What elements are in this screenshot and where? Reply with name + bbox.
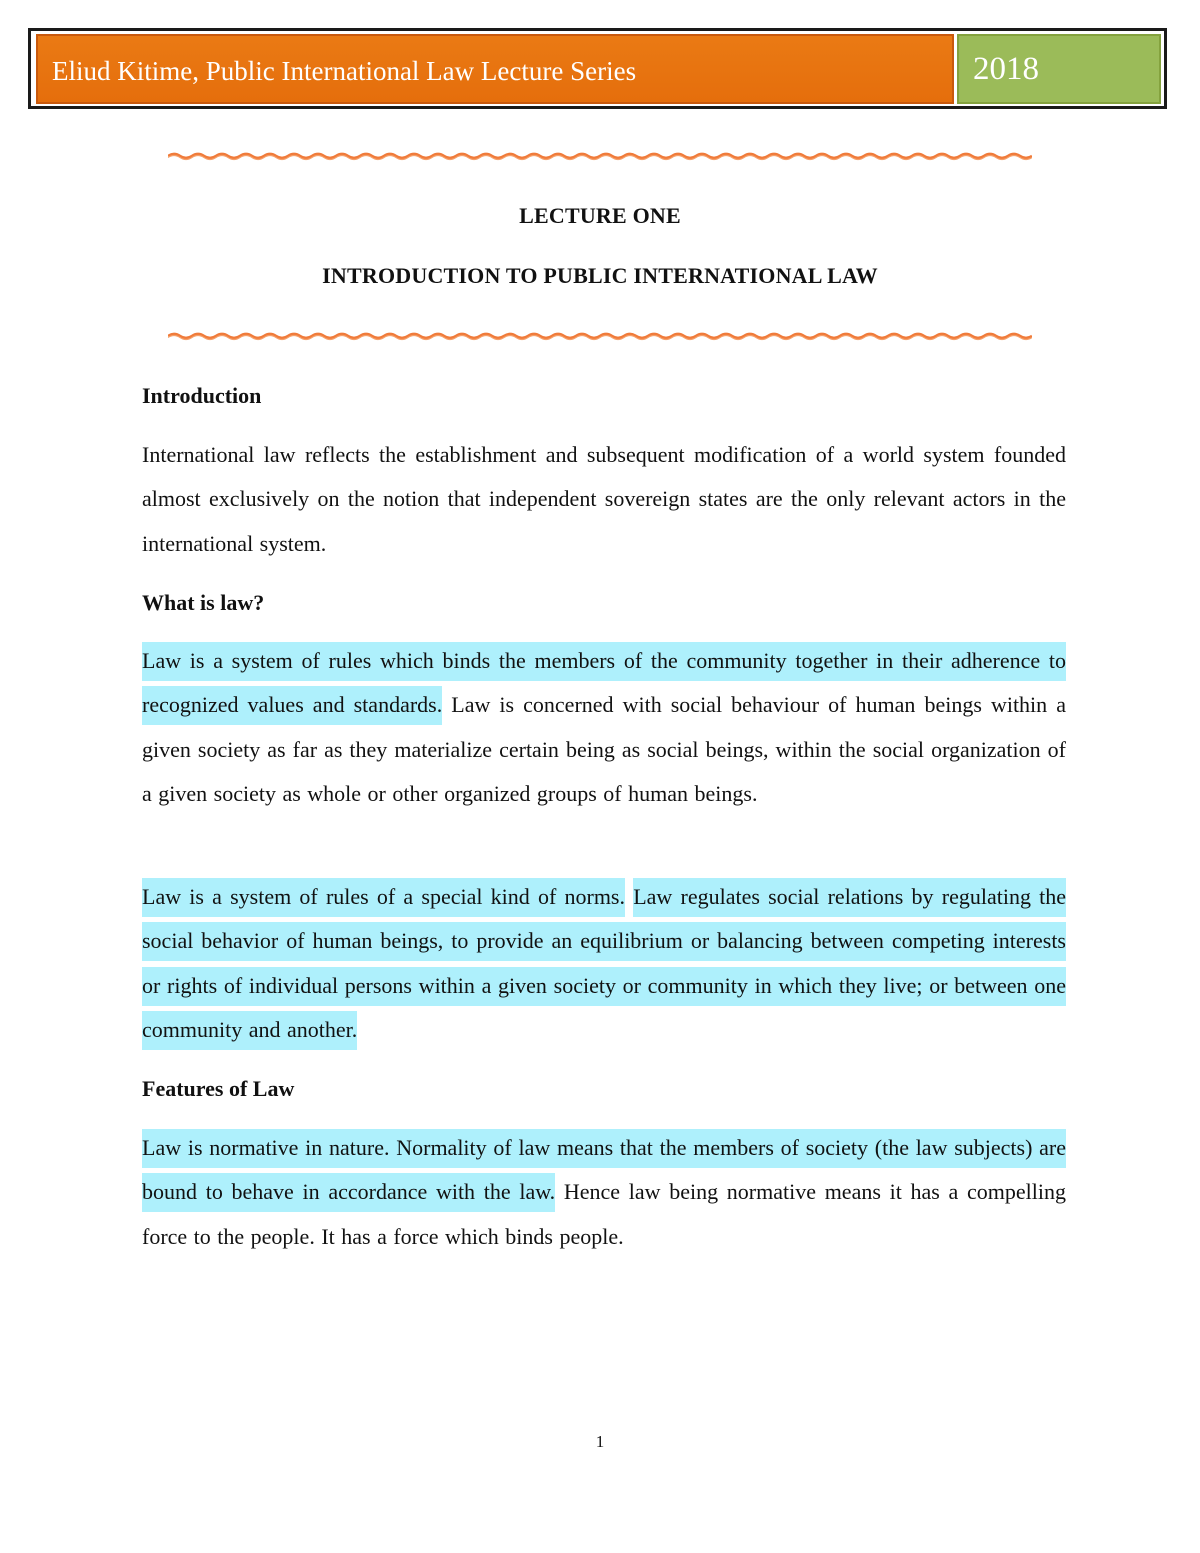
what-is-law-paragraph-1 — [142, 639, 1066, 816]
what-is-law-paragraph-2 — [142, 875, 1066, 1052]
highlighted-definition: Law regulates social relations by regulating the social behavior of human beings, to provide an equilibrium or balancing between competing interests or rights of individual persons within a given society or community in which they live; or between one community and another. — [142, 878, 1066, 1050]
highlighted-definition: Law is a system of rules of a special kind of norms. — [142, 878, 625, 917]
header-year: 2018 — [973, 51, 1039, 87]
header-title-box — [36, 34, 954, 104]
paragraph-text: Hence law being normative means it has a compelling force to the people. It has a force which binds people. — [142, 1179, 1066, 1249]
wavy-divider-icon — [168, 329, 1032, 343]
what-is-law-heading: What is law? — [142, 590, 265, 615]
introduction-paragraph: International law reflects the establishment and subsequent modification of a world system founded almost exclusively on the notion that independent sovereign states are the only relevant actors in the international system. — [142, 442, 1066, 556]
header-banner — [28, 28, 1167, 109]
paragraph-text: Law is concerned with social behaviour of human beings within a given society as far as they materialize certain being as social beings, within the social organization of a given society as whole or other organized groups of human beings. — [142, 692, 1066, 806]
wavy-divider-icon — [168, 149, 1032, 163]
page-number: 1 — [595, 1432, 605, 1451]
lecture-label: LECTURE ONE — [519, 203, 681, 228]
highlighted-definition: Law is a system of rules which binds the members of the community together in their adherence to recognized values and standards. — [142, 642, 1066, 725]
header-year-box — [957, 34, 1161, 104]
lecture-title: INTRODUCTION TO PUBLIC INTERNATIONAL LAW — [322, 263, 878, 288]
features-heading: Features of Law — [142, 1076, 295, 1101]
highlighted-definition: Law is normative in nature. Normality of law means that the members of society (the law subjects) are bound to behave in accordance with the law. — [142, 1129, 1066, 1212]
features-paragraph — [142, 1126, 1066, 1259]
introduction-heading: Introduction — [142, 383, 262, 408]
header-title: Eliud Kitime, Public International Law Lecture Series — [52, 56, 637, 86]
